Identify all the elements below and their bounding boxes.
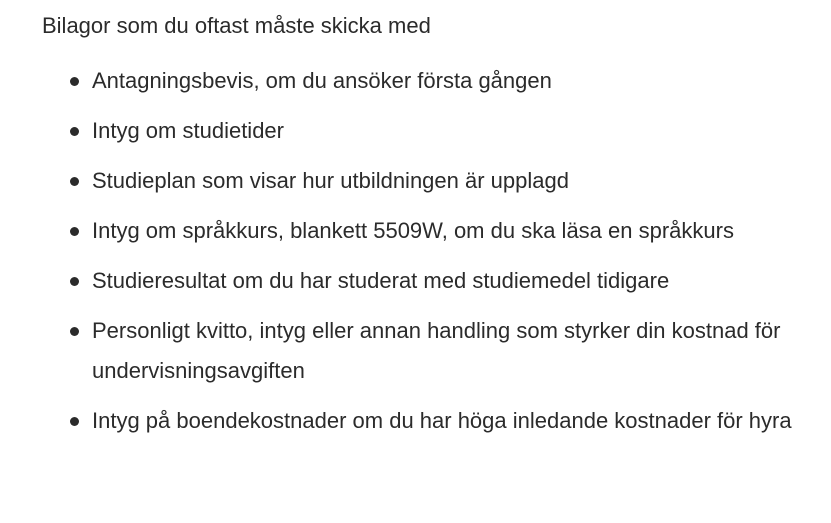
list-item-text: Studieplan som visar hur utbildningen är upplagd [92,168,569,193]
list-item [42,61,802,101]
list-item [42,211,802,251]
list-item-text: Personligt kvitto, intyg eller annan handling som styrker din kostnad för undervisningsavgiften [92,318,781,383]
list-item [42,311,802,391]
bullet-icon [70,127,79,136]
bullet-icon [70,77,79,86]
list-item-text: Studieresultat om du har studerat med studiemedel tidigare [92,268,670,293]
list-item-text: Intyg om studietider [92,118,284,143]
list-item [42,401,802,441]
bullet-icon [70,227,79,236]
list-item-text: Intyg på boendekostnader om du har höga inledande kostnader för hyra [92,408,792,433]
bullet-icon [70,177,79,186]
section-intro: Bilagor som du oftast måste skicka med [42,13,431,38]
bullet-icon [70,277,79,286]
bullet-icon [70,417,79,426]
attachments-list [42,61,802,441]
list-item [42,111,802,151]
list-item [42,161,802,201]
list-item-text: Antagningsbevis, om du ansöker första gången [92,68,552,93]
list-item-text: Intyg om språkkurs, blankett 5509W, om du ska läsa en språkkurs [92,218,734,243]
bullet-icon [70,327,79,336]
list-item [42,261,802,301]
